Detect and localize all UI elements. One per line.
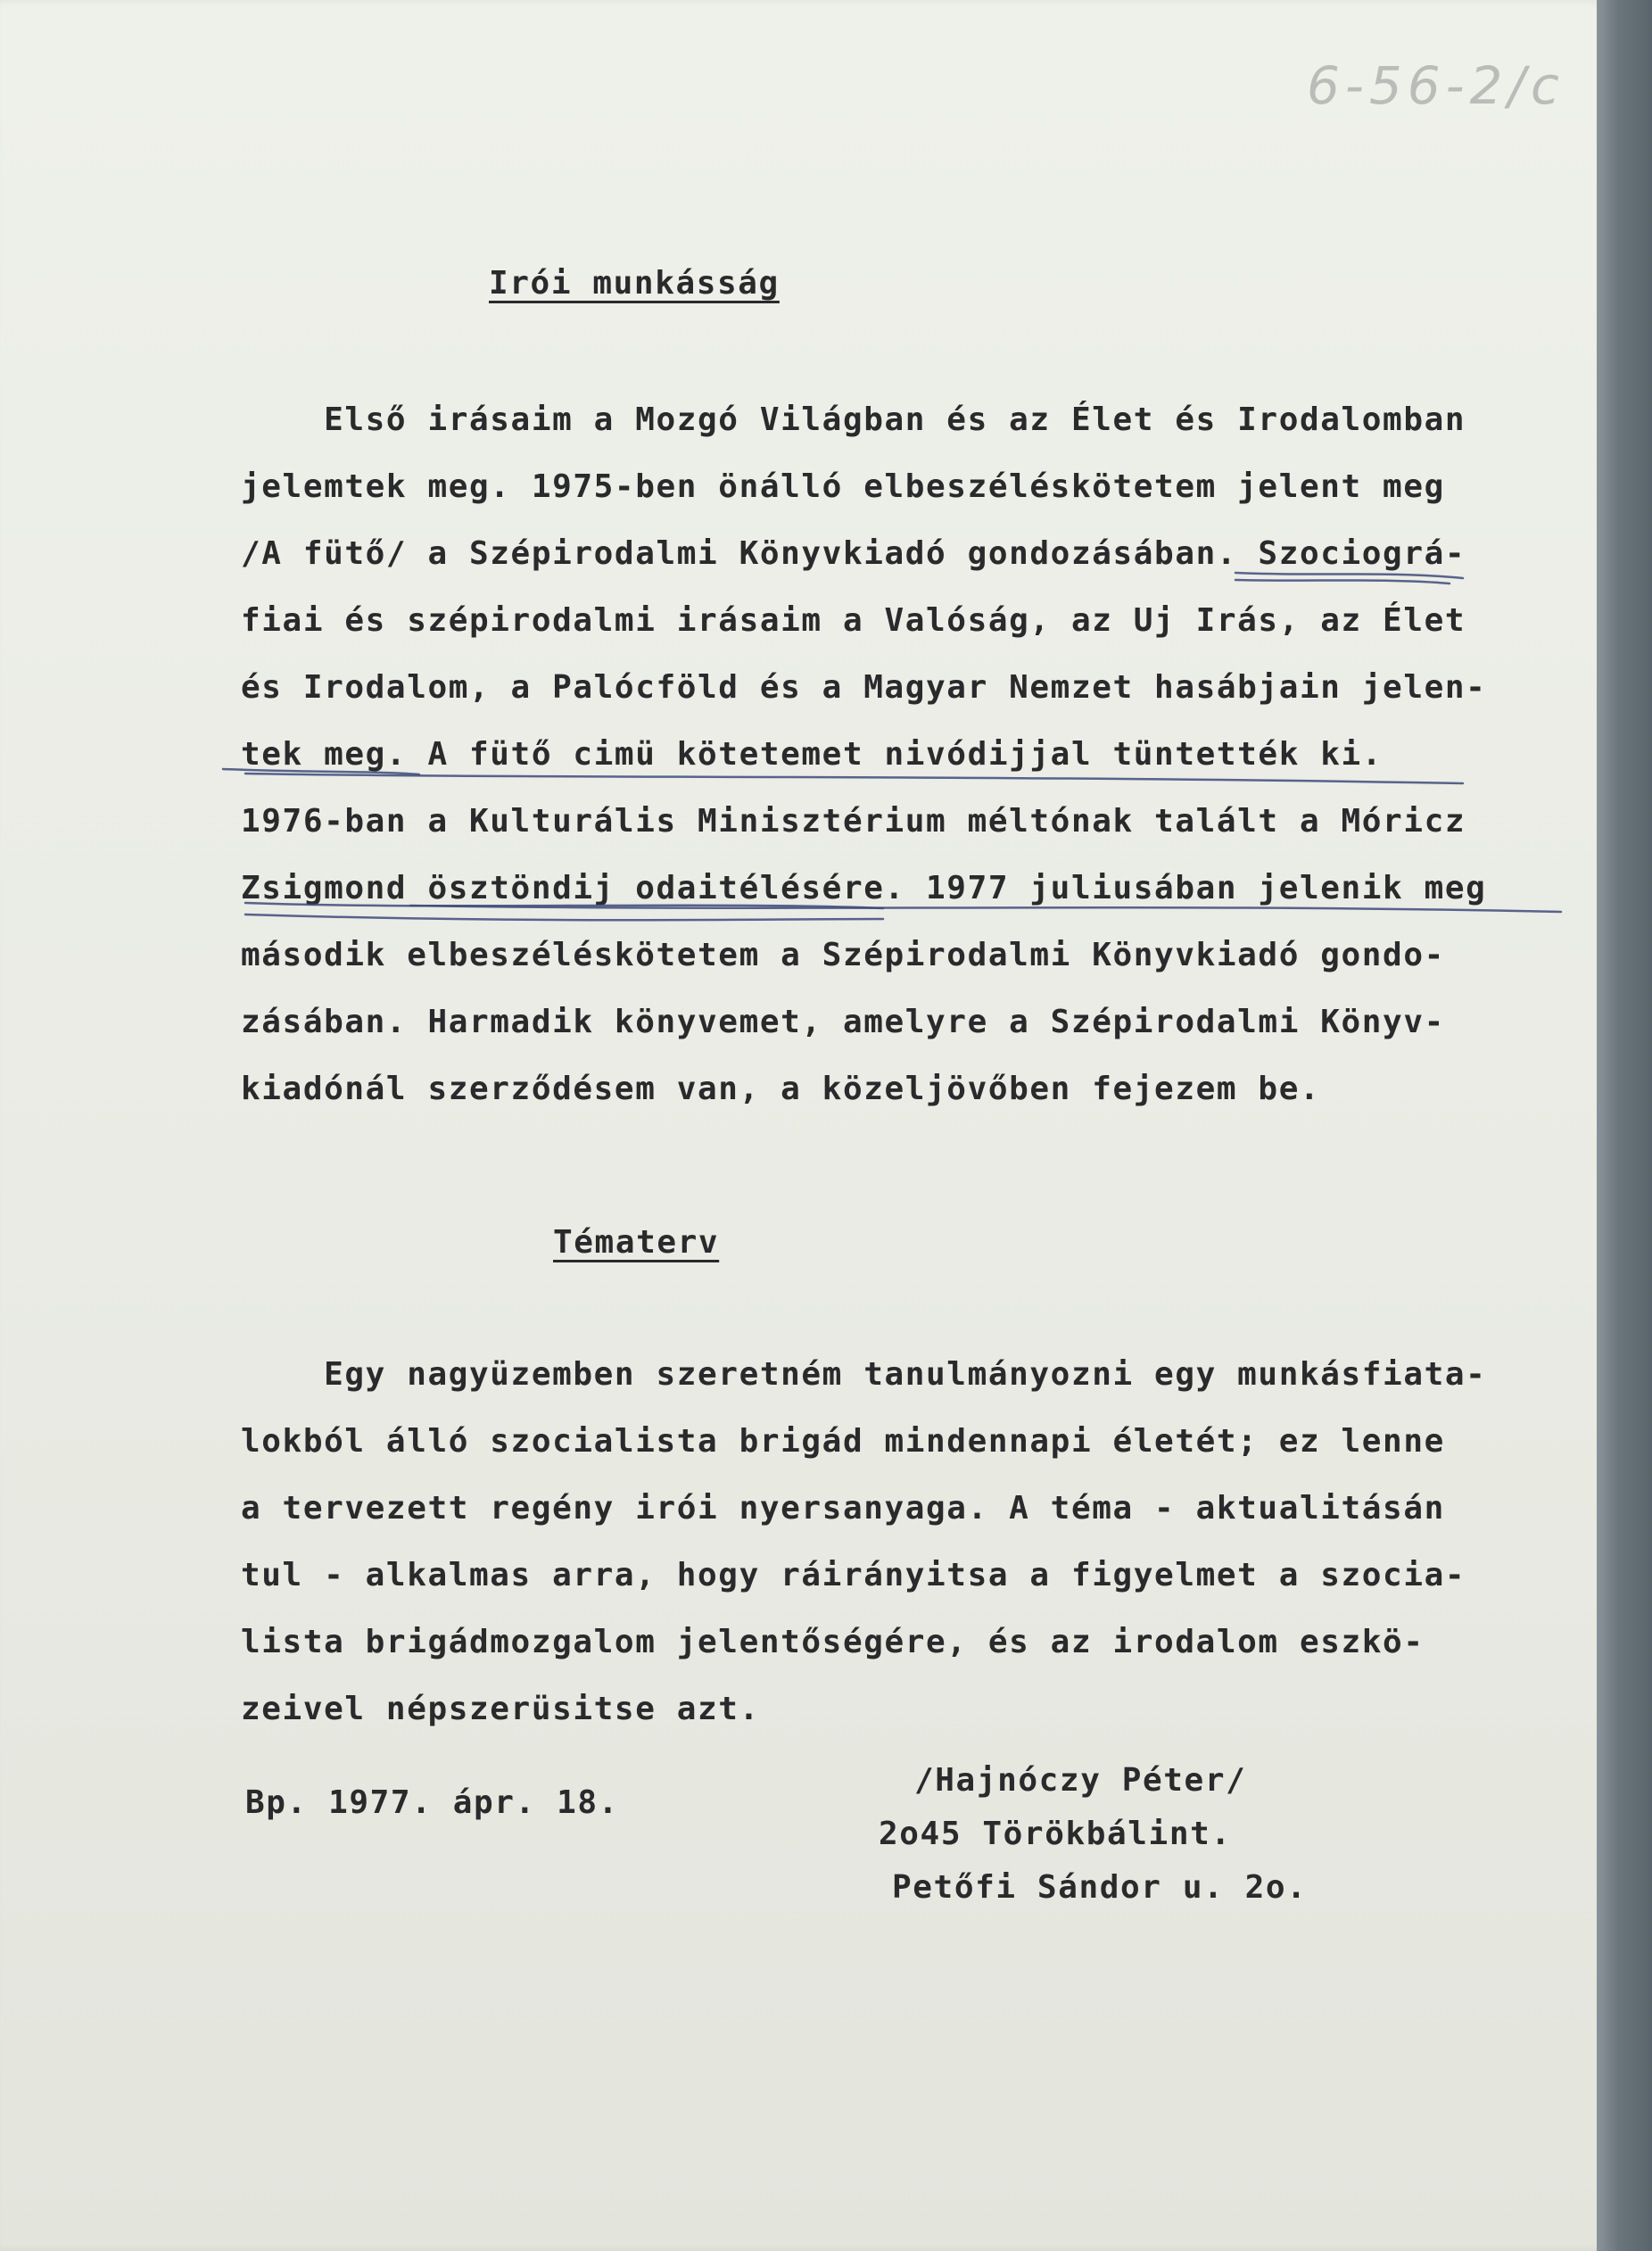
address-line-1: 2o45 Törökbálint. (879, 1816, 1232, 1852)
text-line: és Irodalom, a Palócföld és a Magyar Nemzet hasábjain jelen- (241, 669, 1487, 706)
text-line: 1976-ban a Kulturális Minisztérium méltónak talált a Móricz (241, 803, 1466, 840)
text-line: fiai és szépirodalmi irásaim a Valóság, az Uj Irás, az Élet (241, 602, 1466, 639)
text-line: lista brigádmozgalom jelentőségére, és az irodalom eszkö- (241, 1624, 1425, 1660)
background-edge (1597, 0, 1652, 2251)
text-line: Első irásaim a Mozgó Világban és az Élet és Irodalomban (241, 401, 1466, 438)
text-line: tek meg. A fütő cimü kötetemet nivódijjal tüntették ki. (241, 736, 1384, 773)
signature-name: /Hajnóczy Péter/ (914, 1762, 1247, 1799)
text-line: Zsigmond ösztöndij odaitélésére. 1977 juliusában jelenik meg (241, 870, 1487, 906)
text-line: lokból álló szocialista brigád mindennapi életét; ez lenne (241, 1423, 1445, 1460)
text-line: zásában. Harmadik könyvemet, amelyre a Szépirodalmi Könyv- (241, 1004, 1445, 1040)
text-line: tul - alkalmas arra, hogy ráirányitsa a figyelmet a szocia- (241, 1557, 1466, 1593)
text-line: kiadónál szerződésem van, a közeljövőben fejezem be. (241, 1071, 1321, 1107)
heading-tematerv: Tématerv (553, 1224, 720, 1261)
text-line: /A fütő/ a Szépirodalmi Könyvkiadó gondozásában. Szociográ- (241, 535, 1466, 572)
heading-irói-munkassag: Irói munkásság (489, 265, 780, 302)
address-line-2: Petőfi Sándor u. 2o. (892, 1869, 1308, 1906)
text-line: Egy nagyüzemben szeretném tanulmányozni egy munkásfiata- (241, 1356, 1487, 1393)
text-line: jelemtek meg. 1975-ben önálló elbeszéléskötetem jelent meg (241, 468, 1445, 505)
text-line: zeivel népszerüsitse azt. (241, 1691, 760, 1727)
document-date: Bp. 1977. ápr. 18. (245, 1784, 619, 1821)
archive-number: 6-56-2/c (1307, 55, 1565, 116)
text-line: második elbeszéléskötetem a Szépirodalmi Könyvkiadó gondo- (241, 937, 1445, 973)
text-line: a tervezett regény irói nyersanyaga. A téma - aktualitásán (241, 1490, 1445, 1527)
